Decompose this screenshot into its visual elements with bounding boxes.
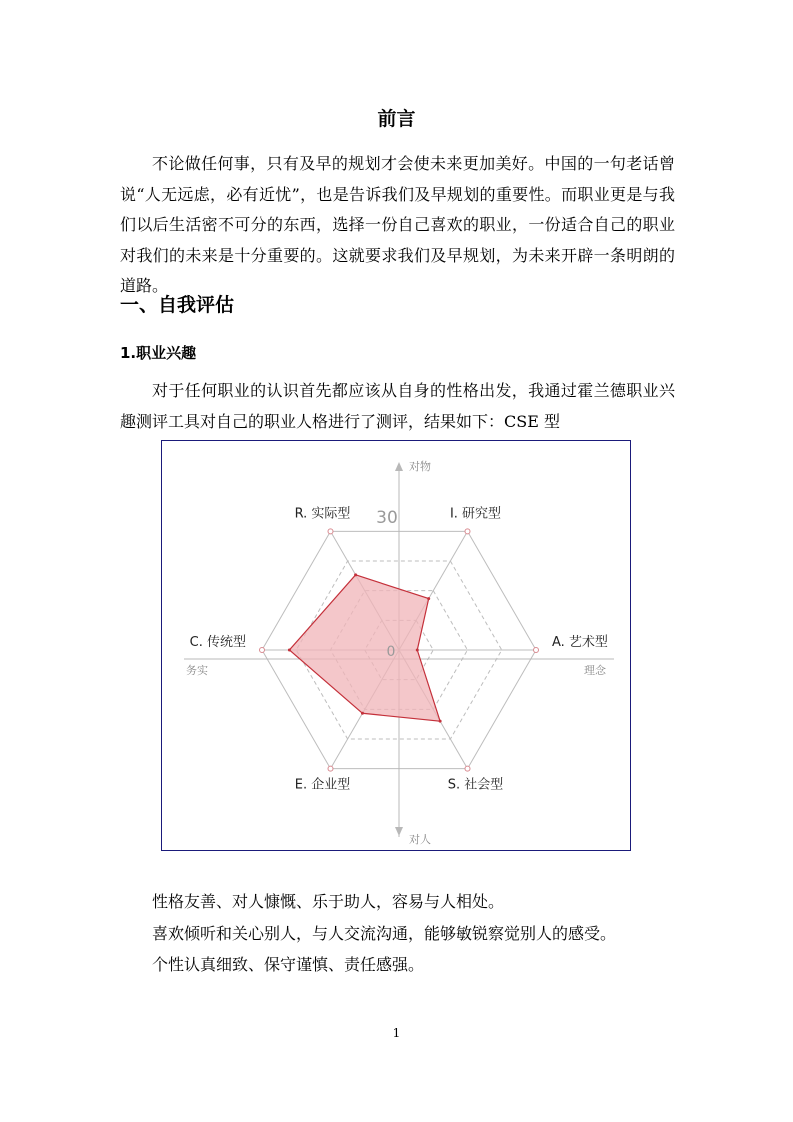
intro-text: 不论做任何事，只有及早的规划才会使未来更加美好。中国的一句老话曾说“人无远虑，必有近忧”，也是告诉我们及早规划的重要性。而职业更是与我们以后生活密不可分的东西，选择一份自己喜欢的职业，一份适合自己的职业对我们的未来是十分重要的。这就要求我们及早规划，为未来开辟一条明朗的道路。 [120, 154, 675, 295]
page-number: 1 [392, 1026, 401, 1040]
arrow-up-icon [395, 462, 403, 471]
axis-label-S: S. 社会型 [447, 777, 504, 793]
axis-label-E: E. 企业型 [294, 777, 351, 793]
interest-text: 对于任何职业的认识首先都应该从自身的性格出发，我通过霍兰德职业兴趣测评工具对自己的职业人格进行了测评，结果如下：CSE 型 [120, 381, 675, 431]
holland-radar-chart [161, 440, 631, 851]
section-heading: 一、自我评估 [120, 294, 235, 316]
axis-label-R: R. 实际型 [294, 506, 351, 522]
radar-area [289, 575, 440, 721]
axis-label-A: A. 艺术型 [552, 635, 608, 650]
axis-label-I: I. 研究型 [449, 506, 502, 522]
trait-item: 喜欢倾听和关心别人，与人交流沟通，能够敏锐察觉别人的感受。 [152, 923, 617, 943]
data-point-S [439, 720, 442, 723]
vertex-marker [260, 648, 265, 653]
radar-svg [162, 441, 630, 850]
data-point-E [361, 712, 364, 715]
vertex-marker [465, 529, 470, 534]
data-point-I [427, 597, 430, 600]
data-point-A [416, 649, 419, 652]
traits-list [152, 886, 616, 981]
direction-label-left: 务实 [186, 664, 208, 677]
page-title: 前言 [377, 108, 416, 130]
axis-label-C: C. 传统型 [189, 635, 246, 650]
interest-paragraph [120, 376, 675, 437]
intro-paragraph [120, 149, 675, 302]
data-point-C [288, 649, 291, 652]
arrow-down-icon [395, 827, 403, 836]
scale-min-label: 0 [386, 644, 396, 660]
trait-item: 性格友善、对人慷慨、乐于助人，容易与人相处。 [152, 892, 505, 911]
radar-data [288, 573, 442, 722]
trait-item: 个性认真细致、保守谨慎、责任感强。 [152, 955, 425, 974]
vertex-marker [534, 648, 539, 653]
direction-label-bottom: 对人 [409, 833, 431, 846]
data-point-R [354, 573, 357, 576]
subsection-heading: 1.职业兴趣 [120, 344, 197, 362]
vertex-marker [328, 529, 333, 534]
vertex-marker [465, 766, 470, 771]
direction-label-top: 对物 [409, 460, 431, 473]
scale-max-label: 30 [376, 508, 398, 528]
vertex-marker [328, 766, 333, 771]
direction-label-right: 理念 [584, 664, 606, 677]
